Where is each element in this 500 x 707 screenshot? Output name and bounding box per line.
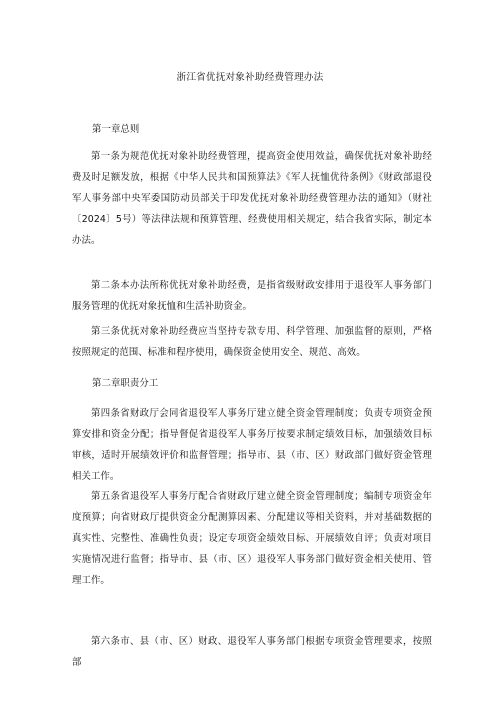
article-1: 第一条为规范优抚对象补助经费管理，提高资金使用效益，确保优抚对象补助经费及时足额发放，根据《中华人民共和国预算法》《军人抚恤优待条例》《财政部退役军人事务部中央军委国防动员部关于印发优抚对象补助经费管理办法的通知》（财社〔2024〕5号）等法律法规和预算管理、经费使用相关规定，结合我省实际，制定本办法。 xyxy=(72,151,432,246)
chapter-heading-1: 第一章总则 xyxy=(92,124,140,135)
article-2: 第二条本办法所称优抚对象补助经费，是指省级财政安排用于退役军人事务部门服务管理的优抚对象抚恤和生活补助资金。 xyxy=(72,280,432,312)
article-5: 第五条省退役军人事务厅配合省财政厅建立健全资金管理制度；编制专项资金年度预算；向省财政厅提供资金分配测算因素、分配建议等相关资料，并对基础数据的真实性、完整性、准确性负责；设定专项资金绩效目标、开展绩效自评；负责对项目实施情况进行监督；指导市、县（市、区）退役军人事务部门做好资金相关使用、管理工作。 xyxy=(72,491,432,586)
article-3: 第三条优抚对象补助经费应当坚持专款专用、科学管理、加强监督的原则，严格按照规定的范围、标准和程序使用，确保资金使用安全、规范、高效。 xyxy=(72,326,432,358)
chapter-heading-2: 第二章职责分工 xyxy=(92,378,159,389)
article-6: 第六条市、县（市、区）财政、退役军人事务部门根据专项资金管理要求，按照部 xyxy=(72,636,432,668)
article-4: 第四条省财政厅会同省退役军人事务厅建立健全资金管理制度；负责专项资金预算安排和资金分配；指导督促省退役军人事务厅按要求制定绩效目标，加强绩效目标审核，适时开展绩效评价和监督管理；指导市、县（市、区）财政部门做好资金管理相关工作。 xyxy=(72,408,432,482)
document-title: 浙江省优抚对象补助经费管理办法 xyxy=(176,72,324,83)
